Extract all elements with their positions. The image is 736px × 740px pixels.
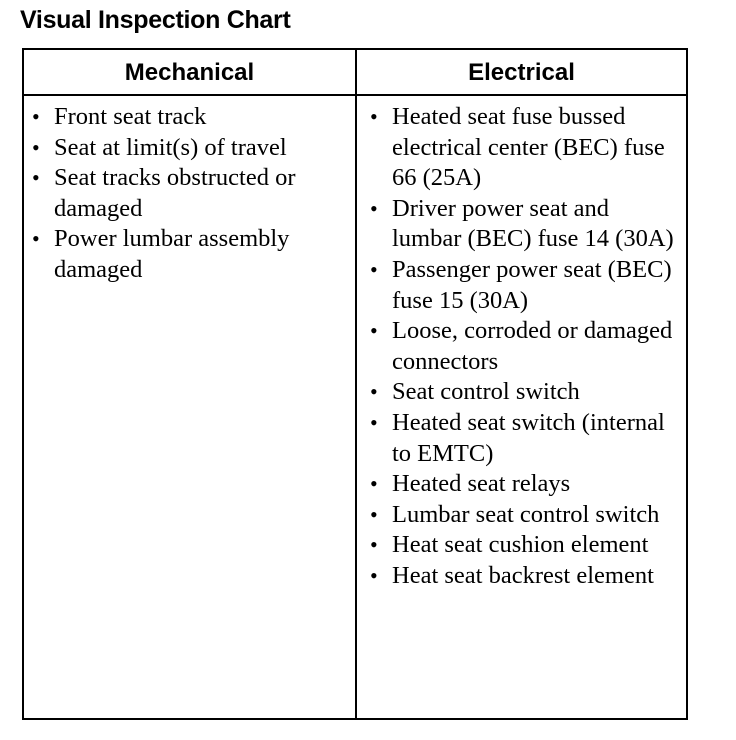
list-item: • Heated seat relays (368, 469, 684, 500)
bullet-icon: • (370, 379, 378, 405)
electrical-list (368, 102, 684, 592)
bullet-icon: • (32, 134, 40, 160)
list-item: • Seat tracks obstructed or damaged (32, 164, 296, 222)
bullet-icon: • (370, 471, 378, 497)
list-item: • Lumbar seat control switch (368, 500, 684, 531)
list-item: • Passenger power seat (BEC) fuse 15 (30A) (370, 255, 672, 314)
chart-title: Visual Inspection Chart (20, 6, 291, 34)
electrical-column-header: Electrical (468, 59, 575, 86)
inspection-table (22, 48, 688, 720)
list-item: • Front seat track (30, 102, 350, 133)
mechanical-column-header: Mechanical (124, 59, 255, 86)
list-item: • Heat seat cushion element (368, 530, 684, 561)
list-item: • Heated seat fuse bussed electrical center (BEC) fuse 66 (25A) (370, 103, 665, 192)
bullet-icon: • (32, 165, 40, 191)
bullet-icon: • (370, 501, 378, 527)
bullet-icon: • (32, 104, 40, 129)
list-item: • Seat at limit(s) of travel (30, 133, 350, 164)
bullet-icon: • (370, 409, 378, 435)
bullet-icon: • (370, 532, 378, 558)
list-item: • Heated seat switch (internal to EMTC) (370, 408, 665, 467)
list-item: • Seat control switch (368, 377, 684, 408)
list-item: • Heat seat backrest element (368, 561, 684, 592)
bullet-icon: • (32, 226, 40, 252)
bullet-icon: • (370, 104, 378, 129)
list-item: • Driver power seat and lumbar (BEC) fuse 14 (30A) (370, 194, 674, 253)
list-item: • Loose, corroded or damaged connectors (370, 317, 673, 375)
bullet-icon: • (370, 318, 378, 344)
bullet-icon: • (370, 195, 378, 221)
list-item: • Power lumbar assembly damaged (32, 225, 290, 283)
column-divider (355, 50, 357, 718)
mechanical-list (30, 102, 350, 286)
header-rule (24, 94, 686, 96)
bullet-icon: • (370, 256, 378, 282)
bullet-icon: • (370, 562, 378, 588)
